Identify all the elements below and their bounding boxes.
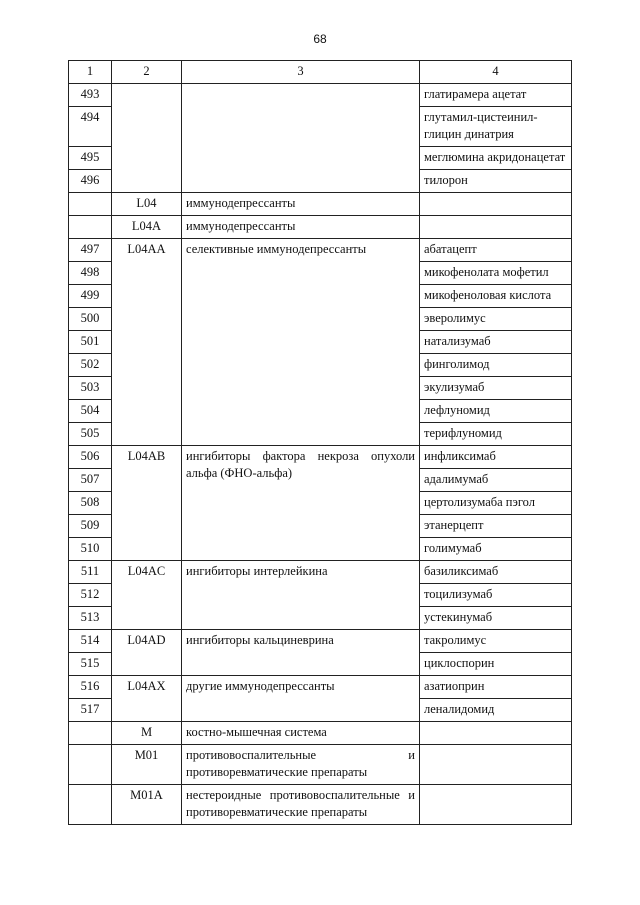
- row-number: 517: [69, 699, 112, 722]
- row-number: 498: [69, 262, 112, 285]
- row-number: [69, 722, 112, 745]
- atc-code: L04AA: [112, 239, 182, 446]
- drug-name: циклоспорин: [420, 653, 572, 676]
- drug-name: финголимод: [420, 354, 572, 377]
- atc-description: другие иммунодепрессанты: [182, 676, 420, 722]
- atc-code: L04: [112, 193, 182, 216]
- column-header-1: 1: [69, 61, 112, 84]
- atc-code: L04A: [112, 216, 182, 239]
- row-number: 493: [69, 84, 112, 107]
- row-number: 499: [69, 285, 112, 308]
- drug-classification-table: [68, 60, 572, 825]
- table-row: [69, 446, 572, 469]
- drug-name: абатацепт: [420, 239, 572, 262]
- atc-code: L04AD: [112, 630, 182, 676]
- atc-description-cell: [182, 84, 420, 193]
- table-row: [69, 84, 572, 107]
- atc-code: L04AB: [112, 446, 182, 561]
- atc-description: ингибиторы кальциневрина: [182, 630, 420, 676]
- row-number: 512: [69, 584, 112, 607]
- atc-code: L04AC: [112, 561, 182, 630]
- row-number: 502: [69, 354, 112, 377]
- row-number: 505: [69, 423, 112, 446]
- drug-name: леналидомид: [420, 699, 572, 722]
- row-number: 497: [69, 239, 112, 262]
- table-row: [69, 193, 572, 216]
- column-header-4: 4: [420, 61, 572, 84]
- drug-name: [420, 745, 572, 785]
- drug-name: адалимумаб: [420, 469, 572, 492]
- drug-name: эверолимус: [420, 308, 572, 331]
- row-number: 496: [69, 170, 112, 193]
- drug-name: микофенолата мофетил: [420, 262, 572, 285]
- row-number: 503: [69, 377, 112, 400]
- atc-code: M01: [112, 745, 182, 785]
- drug-name: голимумаб: [420, 538, 572, 561]
- table-row: [69, 630, 572, 653]
- row-number: 506: [69, 446, 112, 469]
- row-number: 495: [69, 147, 112, 170]
- atc-code: M: [112, 722, 182, 745]
- atc-description: ингибиторы фактора некроза опухоли альфа (ФНО-альфа): [182, 446, 420, 561]
- drug-name: натализумаб: [420, 331, 572, 354]
- atc-description: иммунодепрессанты: [182, 216, 420, 239]
- drug-name: азатиоприн: [420, 676, 572, 699]
- table-header-row: [69, 61, 572, 84]
- drug-name: такролимус: [420, 630, 572, 653]
- row-number: 511: [69, 561, 112, 584]
- atc-description: противовоспалительные и противоревматические препараты: [182, 745, 420, 785]
- drug-name: меглюмина акридонацетат: [420, 147, 572, 170]
- row-number: 507: [69, 469, 112, 492]
- atc-description: иммунодепрессанты: [182, 193, 420, 216]
- table-row: [69, 676, 572, 699]
- drug-name: цертолизумаба пэгол: [420, 492, 572, 515]
- table-row: [69, 745, 572, 785]
- drug-name: терифлуномид: [420, 423, 572, 446]
- atc-code: M01A: [112, 785, 182, 825]
- drug-name: тоцилизумаб: [420, 584, 572, 607]
- atc-description: селективные иммунодепрессанты: [182, 239, 420, 446]
- drug-name: [420, 216, 572, 239]
- row-number: 515: [69, 653, 112, 676]
- drug-name: [420, 722, 572, 745]
- table-row: [69, 561, 572, 584]
- row-number: 514: [69, 630, 112, 653]
- drug-name: лефлуномид: [420, 400, 572, 423]
- row-number: 501: [69, 331, 112, 354]
- row-number: 516: [69, 676, 112, 699]
- row-number: [69, 193, 112, 216]
- drug-name: экулизумаб: [420, 377, 572, 400]
- row-number: 513: [69, 607, 112, 630]
- atc-description: костно-мышечная система: [182, 722, 420, 745]
- row-number: 500: [69, 308, 112, 331]
- drug-name: этанерцепт: [420, 515, 572, 538]
- row-number: [69, 785, 112, 825]
- drug-name: базиликсимаб: [420, 561, 572, 584]
- table-row: [69, 239, 572, 262]
- row-number: [69, 745, 112, 785]
- page-number: 68: [313, 32, 327, 46]
- drug-name: микофеноловая кислота: [420, 285, 572, 308]
- row-number: 509: [69, 515, 112, 538]
- drug-name: тилорон: [420, 170, 572, 193]
- table-row: [69, 785, 572, 825]
- column-header-2: 2: [112, 61, 182, 84]
- row-number: 504: [69, 400, 112, 423]
- drug-name: устекинумаб: [420, 607, 572, 630]
- drug-name: [420, 785, 572, 825]
- row-number: [69, 216, 112, 239]
- column-header-3: 3: [182, 61, 420, 84]
- row-number: 494: [69, 107, 112, 147]
- row-number: 510: [69, 538, 112, 561]
- atc-code: L04AX: [112, 676, 182, 722]
- row-number: 508: [69, 492, 112, 515]
- table-row: [69, 216, 572, 239]
- drug-name: инфликсимаб: [420, 446, 572, 469]
- atc-description: нестероидные противовоспалительные и противоревматические препараты: [182, 785, 420, 825]
- drug-name: [420, 193, 572, 216]
- table-row: [69, 722, 572, 745]
- drug-name: глатирамера ацетат: [420, 84, 572, 107]
- atc-code-cell: [112, 84, 182, 193]
- drug-name: глутамил-цистеинил-глицин динатрия: [420, 107, 572, 147]
- atc-description: ингибиторы интерлейкина: [182, 561, 420, 630]
